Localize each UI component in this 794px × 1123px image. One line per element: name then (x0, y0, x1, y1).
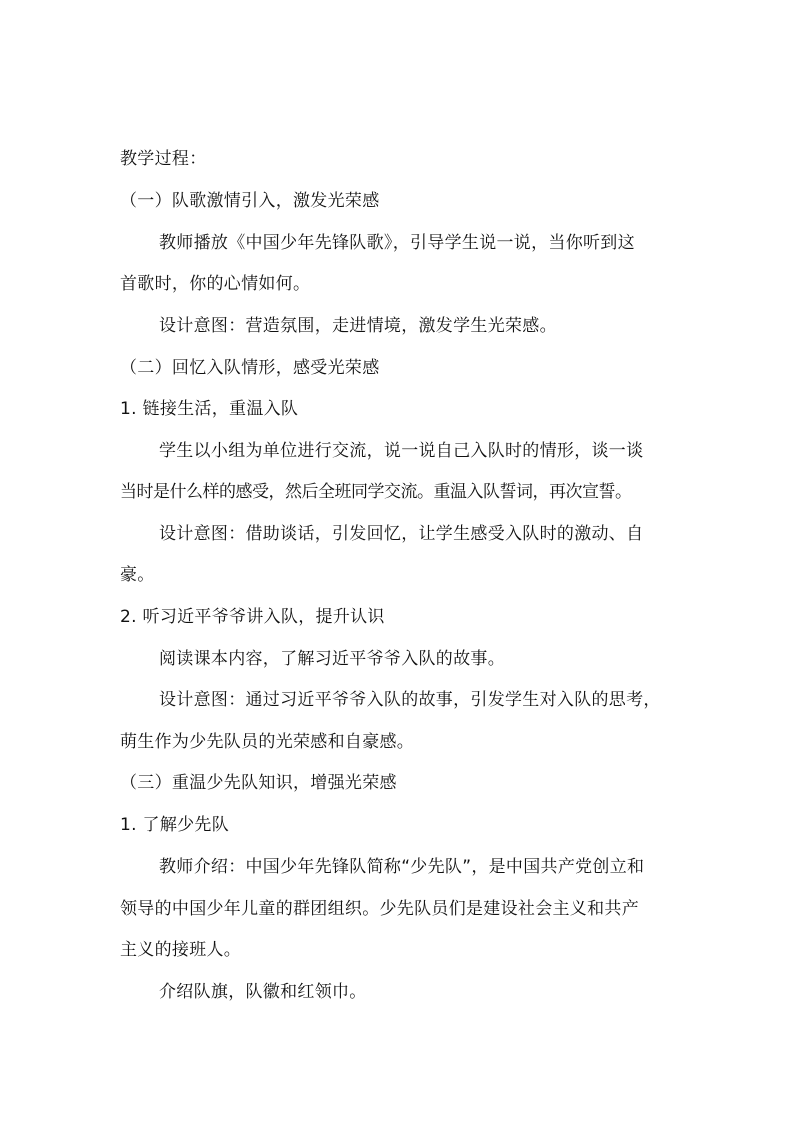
section-2-sub-1-design-line-1: 设计意图：借助谈话，引发回忆，让学生感受入队时的激动、自 (159, 524, 644, 544)
section-2-sub-2-design-line-1: 设计意图：通过习近平爷爷入队的故事，引发学生对入队的思考， (159, 690, 661, 710)
section-3-sub-1-title: 1. 了解少先队 (120, 815, 230, 835)
section-2-sub-2-paragraph: 阅读课本内容，了解习近平爷爷入队的故事。 (159, 649, 505, 669)
section-3-sub-1-paragraph-2: 介绍队旗，队徽和红领巾。 (159, 982, 367, 1002)
section-1-title: （一）队歌激情引入，激发光荣感 (120, 191, 380, 211)
section-2-sub-1-paragraph-line-2: 当时是什么样的感受，然后全班同学交流。重温入队誓词，再次宣誓。 (120, 482, 632, 502)
section-2-sub-2-title: 2. 听习近平爷爷讲入队，提升认识 (120, 607, 385, 627)
section-3-sub-1-paragraph-line-2: 领导的中国少年儿童的群团组织。少先队员们是建设社会主义和共产 (120, 899, 639, 919)
section-1-design-intent: 设计意图：营造氛围，走进情境，激发学生光荣感。 (159, 316, 557, 336)
section-1-paragraph-line-1: 教师播放《中国少年先锋队歌》，引导学生说一说，当你听到这 (159, 233, 635, 253)
section-2-sub-1-title: 1. 链接生活，重温入队 (120, 399, 299, 419)
section-3-title: （三）重温少先队知识，增强光荣感 (120, 773, 397, 793)
section-2-sub-1-design-line-2: 豪。 (120, 565, 155, 585)
section-2-title: （二）回忆入队情形，感受光荣感 (120, 358, 380, 378)
section-1-paragraph-line-2: 首歌时，你的心情如何。 (120, 274, 311, 294)
section-2-sub-2-design-line-2: 萌生作为少先队员的光荣感和自豪感。 (120, 732, 415, 752)
section-3-sub-1-paragraph-line-3: 主义的接班人。 (120, 940, 242, 960)
doc-heading: 教学过程： (120, 149, 207, 169)
section-3-sub-1-paragraph-line-1: 教师介绍：中国少年先锋队简称“少先队”，是中国共产党创立和 (159, 857, 645, 877)
section-2-sub-1-paragraph-line-1: 学生以小组为单位进行交流，说一说自己入队时的情形，谈一谈 (159, 441, 644, 461)
